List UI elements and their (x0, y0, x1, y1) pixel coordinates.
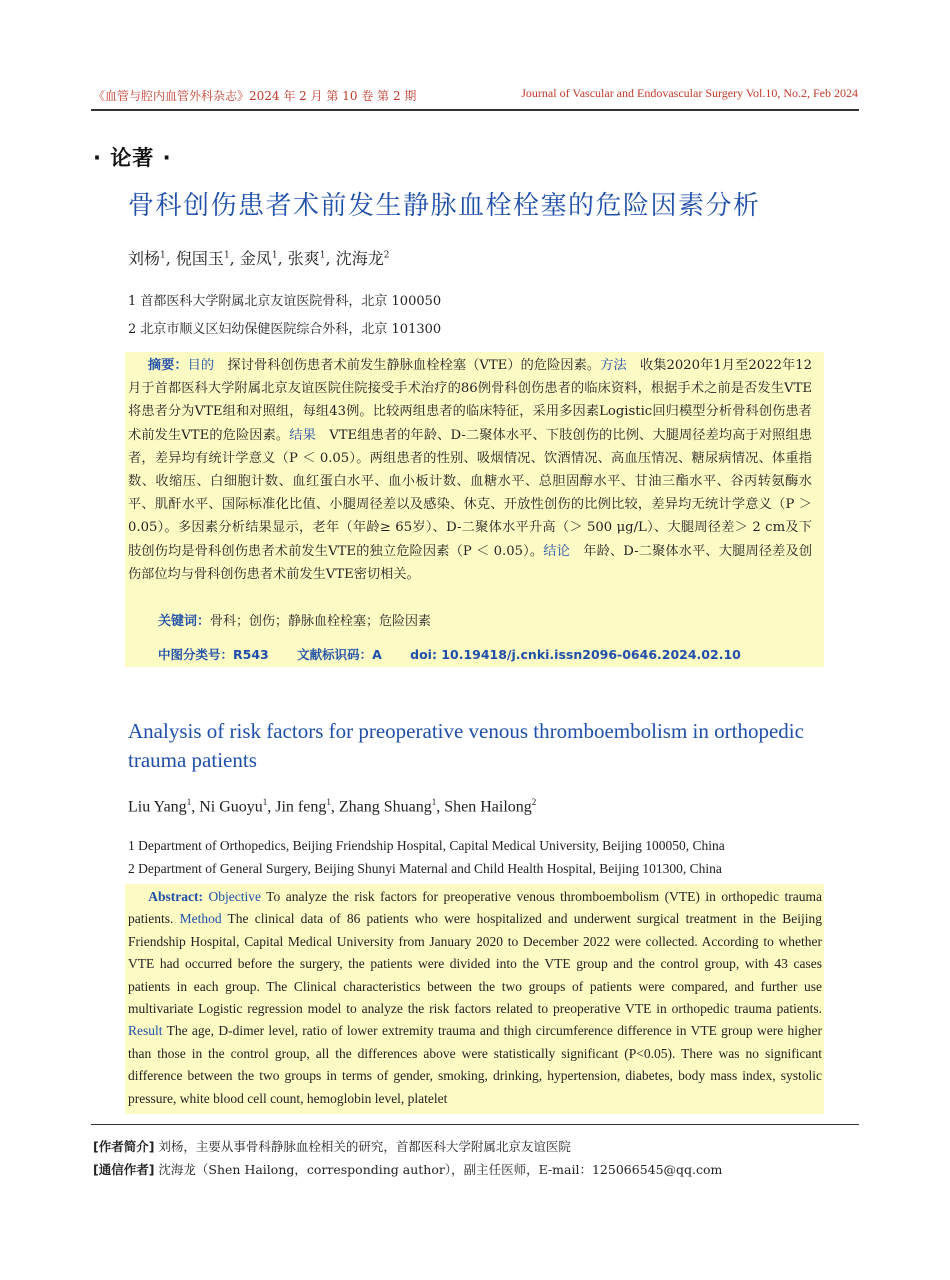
author-affil-sup: 1 (431, 797, 437, 807)
clc-number: 中图分类号：R543 (158, 647, 269, 662)
author-name: 张爽 (287, 249, 320, 268)
objective-label: 目的 (187, 358, 215, 373)
journal-header-cn: 《血管与腔内血管外科杂志》2024 年 2 月 第 10 卷 第 2 期 (93, 89, 417, 103)
document-code: 文献标识码：A (297, 647, 382, 662)
author-sep: , (277, 249, 288, 268)
author-affil-sup: 1 (223, 250, 230, 261)
author-intro-label: [作者简介] (93, 1139, 155, 1154)
author-list-en (128, 797, 536, 816)
author-sep: , (229, 249, 240, 268)
author-name: Shen Hailong (444, 798, 532, 816)
author-name: 金凤 (239, 249, 272, 268)
keywords-label: 关键词： (158, 614, 211, 629)
result-label: Result (128, 1023, 163, 1039)
author-affil-sup: 1 (319, 250, 326, 261)
abstract-label: Abstract: (148, 889, 203, 904)
conclusion-label: 结论 (543, 543, 570, 559)
article-title-cn: 骨科创伤患者术前发生静脉血栓栓塞的危险因素分析 (128, 191, 761, 221)
corresponding-author (93, 1160, 722, 1178)
objective-text: To analyze the risk factors for preoperative venous thromboembolism (VTE) in orthopedic trauma patients. (128, 889, 823, 927)
abstract-cn (128, 354, 812, 586)
author-sep: , (436, 798, 445, 816)
author-affil-sup: 1 (160, 250, 166, 261)
result-text: The age, D-dimer level, ratio of lower extremity trauma and thigh circumference difference in VTE group were higher than those in the control group, all the differences above were statistically significant (P<0.05). There was no significant difference between the two groups in terms of gender, smoking, drinking, hypertension, diabetes, body mass index, systolic pressure, white blood cell count, hemoglobin level, platelet (128, 1023, 822, 1106)
corresponding-label: [通信作者] (93, 1162, 155, 1177)
affiliation-en-2: 2 Department of General Surgery, Beijing Shunyi Maternal and Child Health Hospital, Beijing 101300, China (128, 861, 722, 876)
author-affil-sup: 2 (383, 250, 390, 261)
author-affil-sup: 1 (262, 797, 268, 807)
classification-line (158, 645, 765, 663)
keywords-text: 骨科；创伤；静脉血栓栓塞；危险因素 (210, 614, 432, 629)
objective-text: 探讨骨科创伤患者术前发生静脉血栓栓塞（VTE）的危险因素。 (214, 358, 601, 373)
author-list-cn (128, 246, 389, 269)
objective-label: Objective (208, 889, 261, 904)
author-affil-sup: 1 (326, 797, 331, 807)
author-name: Jin feng (275, 798, 327, 816)
conclusion-text: 年龄、D-二聚体水平、大腿周径差及创伤部位均与骨科创伤患者术前发生VTE密切相关。 (128, 543, 813, 582)
author-name: 刘杨 (128, 249, 161, 268)
author-name: 倪国玉 (175, 249, 224, 268)
affiliation-en-1: 1 Department of Orthopedics, Beijing Friendship Hospital, Capital Medical University, Beijing 100050, China (128, 838, 725, 853)
author-sep: , (165, 249, 176, 268)
abstract-label: 摘要： (147, 358, 188, 373)
method-label: Method (179, 911, 222, 927)
journal-header-en: Journal of Vascular and Endovascular Surgery Vol.10, No.2, Feb 2024 (521, 86, 858, 100)
author-name: Ni Guoyu (199, 798, 263, 816)
corresponding-text: 沈海龙（Shen Hailong，corresponding author），副主任医师，E-mail：125066545@qq.com (154, 1162, 723, 1177)
author-name: Liu Yang (128, 798, 187, 816)
author-affil-sup: 1 (186, 797, 192, 807)
author-affil-sup: 1 (271, 250, 278, 261)
author-sep: , (191, 798, 200, 816)
affiliation-cn-2: 2 北京市顺义区妇幼保健医院综合外科，北京 101300 (128, 322, 442, 337)
method-text: 收集2020年1月至2022年12月于首都医科大学附属北京友谊医院住院接受手术治疗的86例骨科创伤患者的临床资料，根据手术之前是否发生VTE将患者分为VTE组和对照组，每组43例。比较两组患者的临床特征，采用多因素Logistic回归模型分析骨科创伤患者术前发生VTE的危险因素。 (128, 358, 813, 443)
affiliation-cn-1: 1 首都医科大学附属北京友谊医院骨科，北京 100050 (128, 294, 442, 309)
author-sep: , (330, 798, 339, 816)
method-text: The clinical data of 86 patients who were hospitalized and underwent surgical treatment in the Beijing Friendship Hospital, Capital Medical University from January 2020 to December 2022 were collected. According to whether VTE had occurred before the surgery, the patients were divided into the VTE group and the control group, with 43 cases patients in each group. The Clinical characteristics between the two groups of patients were compared, and further use multivariate Logistic regression model to analyze the risk factors related to preoperative VTE in orthopedic trauma patients. (128, 911, 822, 1017)
section-label: · 论著 · (93, 146, 172, 170)
author-intro (93, 1137, 571, 1155)
footer-divider (91, 1124, 859, 1125)
result-label: 结果 (289, 427, 316, 443)
doi-link[interactable]: doi: 10.19418/j.cnki.issn2096-0646.2024.02.10 (410, 647, 741, 662)
author-sep: , (325, 249, 336, 268)
author-affil-sup: 2 (531, 797, 537, 807)
author-name: 沈海龙 (335, 249, 384, 268)
article-title-en: Analysis of risk factors for preoperative venous thromboembolism in orthopedic trauma patients (128, 719, 804, 772)
keywords-cn (158, 610, 431, 629)
abstract-en (128, 886, 822, 1110)
header-divider (91, 109, 859, 111)
author-sep: , (267, 798, 276, 816)
method-label: 方法 (600, 358, 627, 373)
author-name: Zhang Shuang (338, 798, 432, 816)
author-intro-text: 刘杨，主要从事骨科静脉血栓相关的研究，首都医科大学附属北京友谊医院 (154, 1139, 571, 1154)
result-text: VTE组患者的年龄、D-二聚体水平、下肢创伤的比例、大腿周径差均高于对照组患者，差异均有统计学意义（P ＜ 0.05）。两组患者的性别、吸烟情况、饮酒情况、高血压情况、糖尿病情况、体重指数、收缩压、白细胞计数、血红蛋白水平、血小板计数、血糖水平、总胆固醇水平、甘油三酯水平、谷丙转氨酶水平、肌酐水平、国际标准化比值、小腿周径差以及感染、休克、开放性创伤的比例比较，差异均无统计学意义（P ＞ 0.05）。多因素分析结果显示，老年（年龄≥ 65岁）、D-二聚体水平升高（＞ 500 μg/L）、大腿周径差＞ 2 cm及下肢创伤均是骨科创伤患者术前发生VTE的独立危险因素（P ＜ 0.05）。 (128, 427, 813, 559)
